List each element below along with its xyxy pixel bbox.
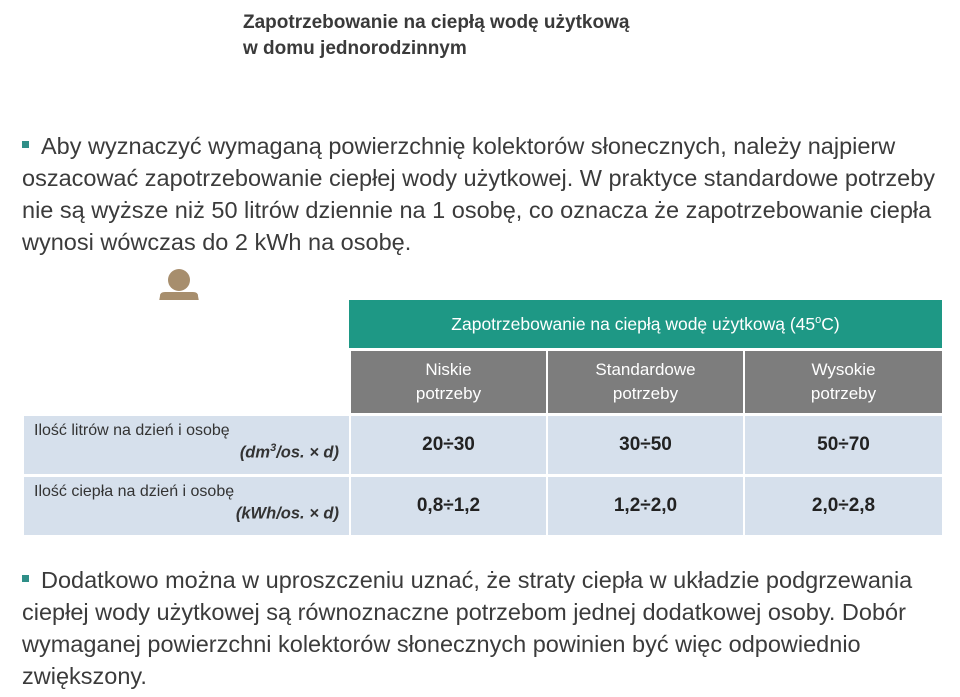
slide-title <box>243 10 843 62</box>
table-row <box>24 413 942 474</box>
slide-title-line1: Zapotrzebowanie na ciepłą wodę użytkową <box>243 12 630 33</box>
cell-liters-low: 20÷30 <box>349 413 546 474</box>
table-group-header: Zapotrzebowanie na ciepłą wodę użytkową (45$^o$C) <box>349 300 942 351</box>
bullet-icon <box>22 575 29 582</box>
bullet-icon <box>22 141 29 148</box>
intro-paragraph-text: Aby wyznaczyć wymaganą powierzchnię kolektorów słonecznych, należy najpierw oszacować zapotrzebowanie ciepłej wody użytkowej. W praktyce standardowe potrzeby nie są wyższe niż 50 litrów dziennie na 1 osobę, co oznacza że zapotrzebowanie ciepła wynosi wówczas do 2 kWh na osobę. <box>22 133 936 255</box>
row-label-heat: Ilość ciepła na dzień i osobę (kWh/os. × d) <box>24 474 349 535</box>
cell-liters-standard: 30÷50 <box>546 413 743 474</box>
row-unit-heat: (kWh/os. × d) <box>235 504 339 523</box>
row-label-liters: Ilość litrów na dzień i osobę ($dm^3/os$. × d) <box>24 413 349 474</box>
slide-title-line2: w domu jednorodzinnym <box>243 38 467 59</box>
cell-heat-standard: 1,2÷2,0 <box>546 474 743 535</box>
cell-liters-high: 50÷70 <box>743 413 942 474</box>
column-header-standard: Standardowe potrzeby <box>546 351 743 413</box>
column-header-high: Wysokie potrzeby <box>743 351 942 413</box>
note-paragraph-text: Dodatkowo można w uproszczeniu uznać, że straty ciepła w układzie podgrzewania ciepłej wody użytkowej są równoznaczne potrzebom jednej dodatkowej osoby. Dobór wymaganej powierzchni kolektorów słonecznych powinien być więc odpowiednio zwiększony. <box>22 567 913 689</box>
intro-paragraph <box>22 130 942 258</box>
row-unit-liters: ($dm^3/os$. × d) <box>239 442 339 462</box>
requirements-table <box>24 300 942 535</box>
table-row <box>24 474 942 535</box>
cell-heat-low: 0,8÷1,2 <box>349 474 546 535</box>
cell-heat-high: 2,0÷2,8 <box>743 474 942 535</box>
column-header-low: Niskie potrzeby <box>349 351 546 413</box>
note-paragraph <box>22 564 942 692</box>
